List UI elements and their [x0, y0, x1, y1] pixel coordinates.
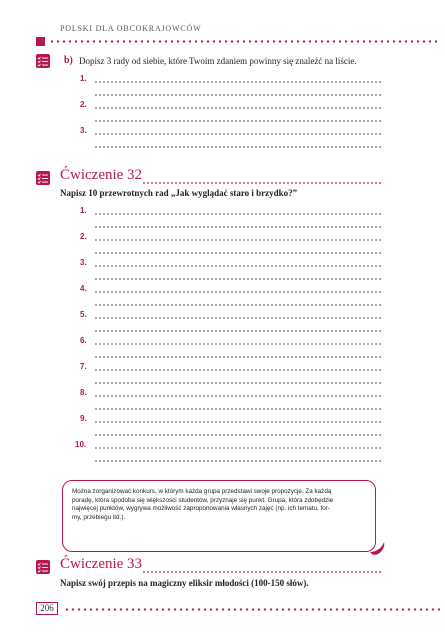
tip-line: my, przebiegu itd.).: [72, 513, 126, 521]
item-number: 7.: [80, 362, 87, 371]
tip-line: poradę, która spodoba się większości studentów, przyznaje się punkt. Grupa, która zdobędzie: [72, 496, 334, 504]
item-number: 6.: [80, 336, 87, 345]
answer-line[interactable]: [94, 146, 382, 148]
item-number: 3.: [80, 126, 87, 135]
answer-line[interactable]: [94, 330, 382, 332]
item-number: 2.: [80, 232, 87, 241]
exercise-instruction: Napisz swój przepis na magiczny eliksir młodości (100-150 słów).: [60, 578, 309, 588]
item-number: 2.: [80, 100, 87, 109]
answer-line[interactable]: [94, 213, 382, 215]
answer-line[interactable]: [94, 265, 382, 267]
answer-line[interactable]: [94, 421, 382, 423]
footer-dotted-rule: [64, 608, 442, 611]
answer-line[interactable]: [94, 408, 382, 410]
answer-line[interactable]: [94, 94, 382, 96]
header-square: [36, 37, 45, 46]
item-number: 4.: [80, 284, 87, 293]
item-number: 1.: [80, 206, 87, 215]
answer-line[interactable]: [94, 239, 382, 241]
answer-line[interactable]: [94, 447, 382, 449]
answer-line[interactable]: [94, 252, 382, 254]
answer-line[interactable]: [94, 81, 382, 83]
answer-line[interactable]: [94, 369, 382, 371]
title-dotted-rule: [142, 571, 382, 573]
section-instruction: Dopisz 3 rady od siebie, które Twoim zdaniem powinny się znaleźć na liście.: [79, 56, 357, 66]
exercise-instruction: Napisz 10 przewrotnych rad „Jak wyglądać staro i brzydko?”: [60, 188, 298, 198]
answer-line[interactable]: [94, 107, 382, 109]
answer-line[interactable]: [94, 133, 382, 135]
item-number: 9.: [80, 414, 87, 423]
answer-line[interactable]: [94, 395, 382, 397]
item-number: 8.: [80, 388, 87, 397]
exercise-title: Ćwiczenie 33: [60, 556, 143, 572]
checklist-icon: [36, 560, 50, 574]
answer-line[interactable]: [94, 278, 382, 280]
tip-curl-ornament: [368, 538, 388, 558]
teacher-tip-box: [62, 480, 376, 552]
running-header: POLSKI DLA OBCOKRAJOWCÓW: [60, 24, 202, 33]
checklist-icon: [36, 171, 50, 185]
answer-line[interactable]: [94, 434, 382, 436]
answer-line[interactable]: [94, 460, 382, 462]
answer-line[interactable]: [94, 356, 382, 358]
item-number: 10.: [75, 440, 87, 449]
answer-line[interactable]: [94, 291, 382, 293]
answer-line[interactable]: [94, 120, 382, 122]
answer-line[interactable]: [94, 304, 382, 306]
exercise-title: Ćwiczenie 32: [60, 167, 143, 183]
page-number: 206: [36, 602, 58, 615]
checklist-icon: [36, 54, 50, 68]
item-number: 5.: [80, 310, 87, 319]
title-dotted-rule: [142, 182, 382, 184]
tip-line: najwięcej punktów, wygrywa możliwość zaproponowania własnych zajęć (np. ich tematu, for-: [72, 505, 330, 513]
header-dotted-rule: [49, 40, 441, 43]
answer-line[interactable]: [94, 226, 382, 228]
item-number: 1.: [80, 74, 87, 83]
section-label: b): [64, 55, 73, 66]
tip-line: Można zorganizować konkurs, w którym każda grupa przedstawi swoje propozycje. Za każdą: [72, 488, 332, 495]
answer-line[interactable]: [94, 343, 382, 345]
answer-line[interactable]: [94, 382, 382, 384]
item-number: 3.: [80, 258, 87, 267]
answer-line[interactable]: [94, 317, 382, 319]
